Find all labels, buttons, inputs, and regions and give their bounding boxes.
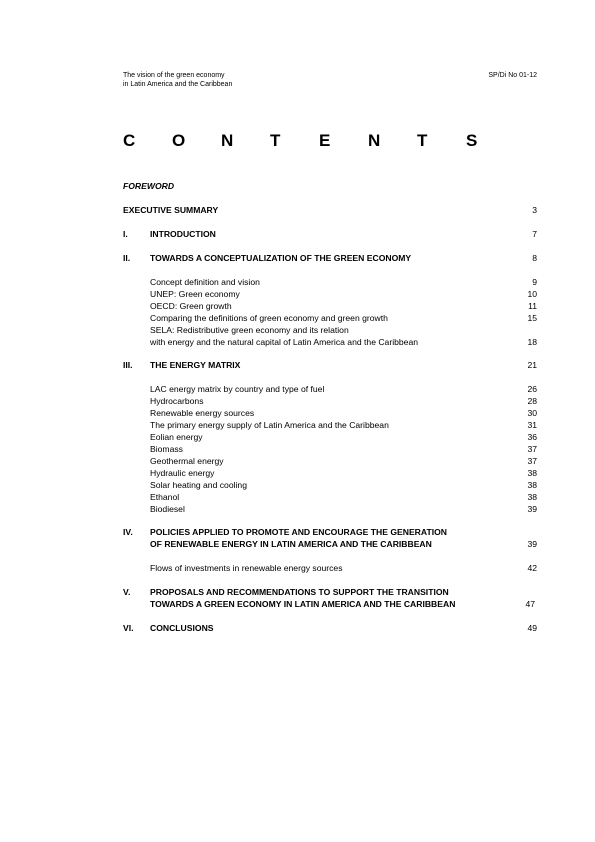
header-line-2: in Latin America and the Caribbean (123, 81, 233, 88)
toc-page-number: 3 (532, 205, 537, 215)
toc-page-number: 37 (527, 444, 537, 454)
toc-entry-label: Hydrocarbons (150, 396, 204, 406)
toc-subentry[interactable] (123, 455, 537, 467)
section-number: VI. (123, 623, 134, 633)
section-number: II. (123, 253, 131, 263)
toc-page-number: 36 (527, 432, 537, 442)
toc-entry-label-line-2: TOWARDS A GREEN ECONOMY IN LATIN AMERICA AND THE CARIBBEAN (150, 599, 456, 609)
title-letter: N (221, 131, 234, 150)
toc-entry-label: CONCLUSIONS (150, 623, 214, 633)
toc-page-number: 38 (527, 480, 537, 490)
title-letter: C (123, 131, 136, 150)
toc-subentry[interactable] (123, 383, 537, 395)
toc-entry-label: Flows of investments in renewable energy sources (150, 563, 343, 573)
toc-page-number: 7 (532, 229, 537, 239)
toc-page-number: 15 (527, 313, 537, 323)
toc-section-6[interactable] (123, 622, 537, 634)
toc-page-number: 28 (527, 396, 537, 406)
section-number: III. (123, 360, 133, 370)
toc-page-number: 8 (532, 253, 537, 263)
toc-executive-summary[interactable] (123, 204, 537, 216)
toc-entry-label-line-1: PROPOSALS AND RECOMMENDATIONS TO SUPPORT THE TRANSITION (150, 587, 449, 597)
toc-entry-label: Hydraulic energy (150, 468, 215, 478)
toc-entry-label: Biomass (150, 444, 183, 454)
toc-subentry[interactable] (123, 336, 537, 348)
toc-section-5[interactable] (123, 586, 537, 598)
toc-entry-label: TOWARDS A CONCEPTUALIZATION OF THE GREEN ECONOMY (150, 253, 412, 263)
toc-page-number: 26 (527, 384, 537, 394)
toc-page-number: 39 (527, 504, 537, 514)
toc-subentry[interactable] (123, 300, 537, 312)
toc-entry-label: SELA: Redistributive green economy and its relation (150, 325, 349, 335)
toc-subentry[interactable] (123, 467, 537, 479)
toc-entry-label-line-1: POLICIES APPLIED TO PROMOTE AND ENCOURAGE THE GENERATION (150, 527, 447, 537)
toc-page-number: 11 (528, 301, 537, 311)
toc-subentry[interactable] (123, 479, 537, 491)
toc-subentry[interactable] (123, 443, 537, 455)
toc-section-4-continued[interactable] (123, 538, 537, 550)
toc-entry-label: Solar heating and cooling (150, 480, 247, 490)
title-letter: S (466, 131, 478, 150)
document-code: SP/Di No 01-12 (488, 72, 537, 79)
toc-subentry[interactable] (123, 431, 537, 443)
toc-subentry[interactable] (123, 562, 537, 574)
toc-section-2[interactable] (123, 252, 537, 264)
title-letter: N (368, 131, 381, 150)
page-title (123, 131, 515, 151)
toc-entry-label: INTRODUCTION (150, 229, 216, 239)
toc-page-number: 37 (527, 456, 537, 466)
toc-entry-label: Renewable energy sources (150, 408, 255, 418)
toc-entry-label: OECD: Green growth (150, 301, 232, 311)
toc-page-number: 39 (527, 539, 537, 549)
title-letter: O (172, 131, 186, 150)
toc-subentry[interactable] (123, 324, 537, 336)
toc-page-number: 21 (527, 360, 537, 370)
toc-subentry[interactable] (123, 491, 537, 503)
toc-entry-label: Biodiesel (150, 504, 185, 514)
toc-entry-label: Comparing the definitions of green economy and green growth (150, 313, 388, 323)
section-number: V. (123, 587, 131, 597)
running-header-left (123, 71, 232, 89)
title-letter: T (270, 131, 281, 150)
toc-entry-label: Concept definition and vision (150, 277, 260, 287)
title-letter: T (417, 131, 428, 150)
section-number: I. (123, 229, 128, 239)
header-line-1: The vision of the green economy (123, 72, 225, 79)
toc-page-number: 38 (527, 468, 537, 478)
toc-entry-label-line-2: OF RENEWABLE ENERGY IN LATIN AMERICA AND THE CARIBBEAN (150, 539, 432, 549)
toc-page-number: 30 (527, 408, 537, 418)
toc-section-3[interactable] (123, 359, 537, 371)
toc-entry-label: LAC energy matrix by country and type of fuel (150, 384, 325, 394)
toc-entry-label: Geothermal energy (150, 456, 224, 466)
toc-entry-label: The primary energy supply of Latin America and the Caribbean (150, 420, 389, 430)
toc-foreword[interactable] (123, 180, 537, 192)
toc-entry-label: FOREWORD (123, 181, 175, 191)
toc-entry-label: THE ENERGY MATRIX (150, 360, 241, 370)
toc-subentry[interactable] (123, 395, 537, 407)
toc-subentry[interactable] (123, 288, 537, 300)
toc-entry-label: UNEP: Green economy (150, 289, 240, 299)
toc-section-1[interactable] (123, 228, 537, 240)
toc-page-number: 42 (527, 563, 537, 573)
toc-entry-label: with energy and the natural capital of Latin America and the Caribbean (150, 337, 419, 347)
toc-subentry[interactable] (123, 419, 537, 431)
toc-page-number: 18 (527, 337, 537, 347)
toc-entry-label: Eolian energy (150, 432, 203, 442)
section-number: IV. (123, 527, 133, 537)
toc-entry-label: EXECUTIVE SUMMARY (123, 205, 219, 215)
toc-subentry[interactable] (123, 503, 537, 515)
toc-page-number: 10 (527, 289, 537, 299)
toc-subentry[interactable] (123, 312, 537, 324)
toc-entry-label: Ethanol (150, 492, 180, 502)
toc-page-number: 31 (527, 420, 537, 430)
toc-subentry[interactable] (123, 276, 537, 288)
toc-page-number: 9 (532, 277, 537, 287)
toc-page-number: 38 (527, 492, 537, 502)
toc-page-number: 49 (527, 623, 537, 633)
toc-section-4[interactable] (123, 526, 537, 538)
toc-page-number: 47 (525, 599, 535, 609)
toc-subentry[interactable] (123, 407, 537, 419)
toc-section-5-continued[interactable] (123, 598, 537, 610)
title-letter: E (319, 131, 331, 150)
